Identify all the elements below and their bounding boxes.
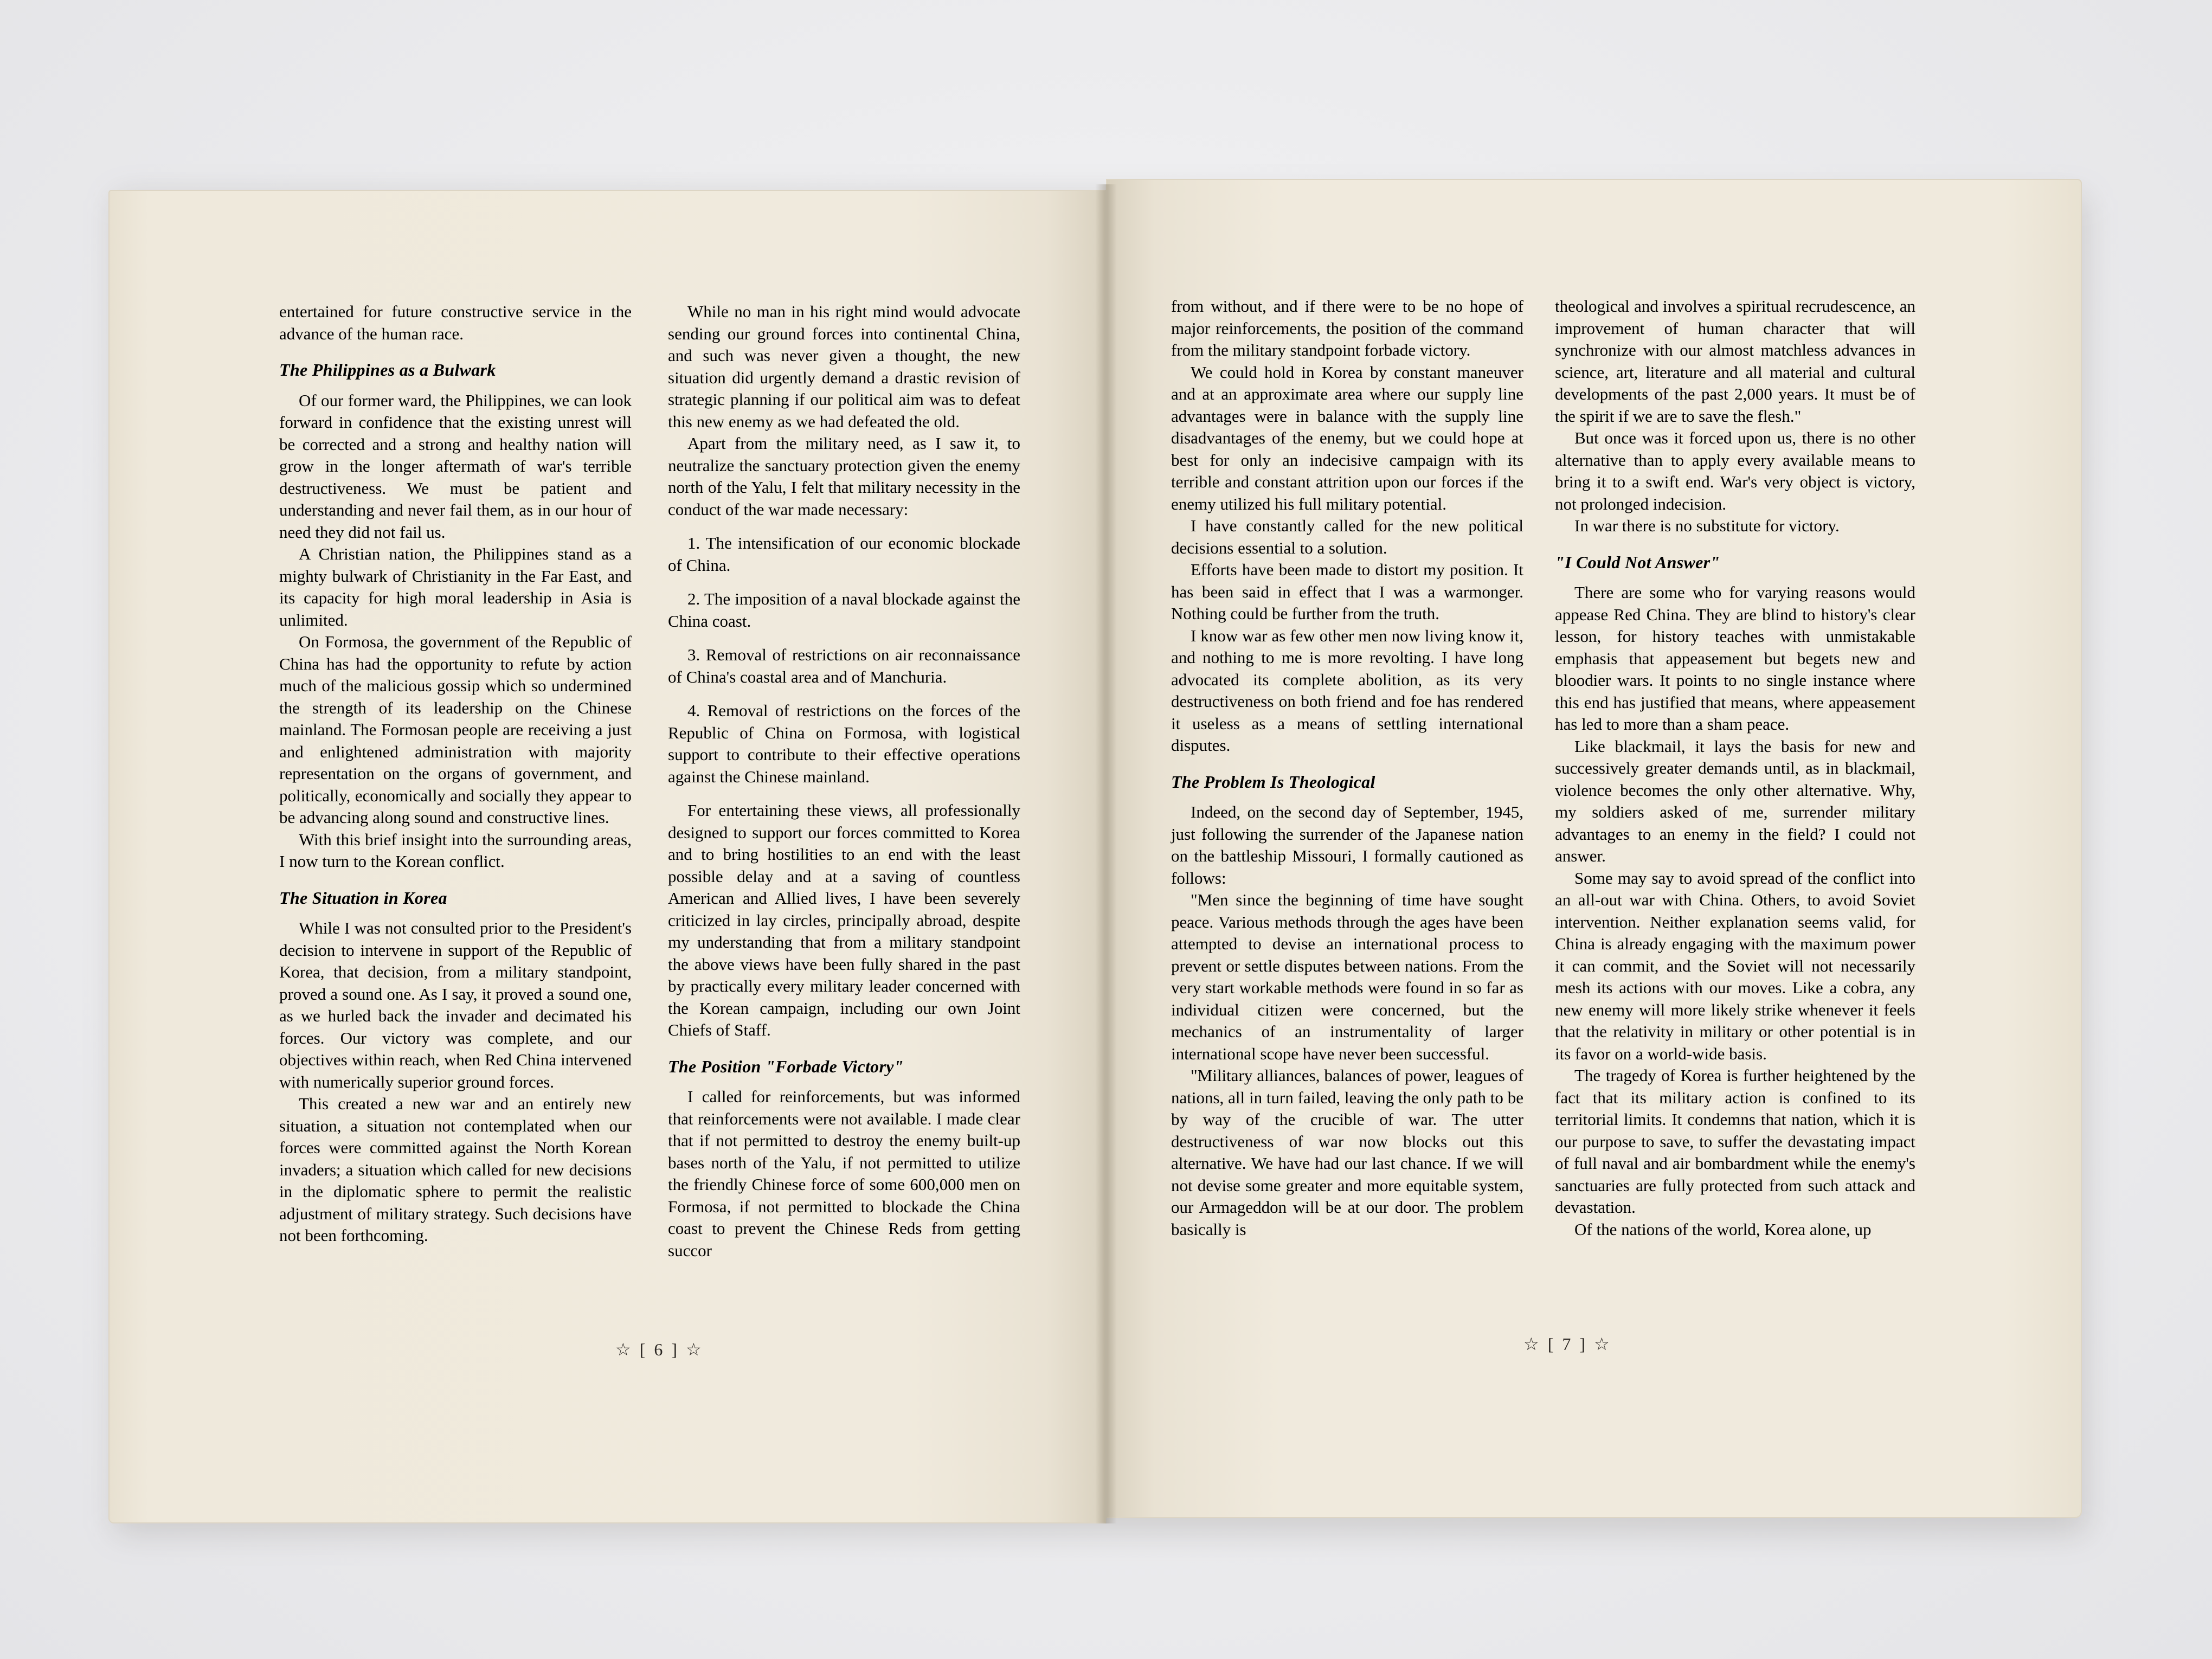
list-item: 3. Removal of restrictions on air reconnaissance of China's coastal area and of Manchuria. — [668, 645, 1020, 686]
left-page-column-2 — [668, 301, 1020, 1262]
paragraph: But once was it forced upon us, there is no other alternative than to apply every available means to bring it to a swift end. War's very object is victory, not prolonged indecision. — [1555, 428, 1915, 513]
left-page-column-1 — [279, 301, 632, 1247]
section-heading: "I Could Not Answer" — [1555, 552, 1720, 572]
paragraph: A Christian nation, the Philippines stand as a mighty bulwark of Christianity in the Far East, and its capacity for high moral leadership in Asia is unlimited. — [279, 544, 632, 629]
paragraph: We could hold in Korea by constant maneuver and at an approximate area where our supply line advantages were in balance with the supply line disadvantages of the enemy, but we could hope at best for only an indecisive campaign with its terrible and constant attrition upon our forces if the enemy utilized his full military potential. — [1171, 362, 1523, 513]
section-heading: The Philippines as a Bulwark — [279, 360, 496, 380]
paragraph: In war there is no substitute for victory. — [1574, 516, 1840, 535]
paragraph: This created a new war and an entirely new situation, a situation not contemplated when our forces were committed against the North Korean invaders; a situation which called for new decisions in the diplomatic sphere to permit the realistic adjustment of military strategy. Such decisions have not been forthcoming. — [279, 1094, 632, 1245]
paragraph: I called for reinforcements, but was informed that reinforcements were not available. I made clear that if not permitted to destroy the enemy built-up bases north of the Yalu, if not permitted to utilize the friendly Chinese force of some 600,000 men on Formosa, if not permitted to blockade the China coast to prevent the Chinese Reds from getting succor — [668, 1087, 1020, 1260]
right-page-column-2 — [1555, 295, 1915, 1240]
paragraph: Efforts have been made to distort my position. It has been said in effect that I was a warmonger. Nothing could be further from the truth. — [1171, 560, 1523, 623]
section-heading: The Position "Forbade Victory" — [668, 1056, 904, 1076]
paragraph: "Military alliances, balances of power, leagues of nations, all in turn failed, leaving the only path to be by way of the crucible of war. The utter destructiveness of war now blocks out this alternative. We have had our last chance. If we will not devise some greater and more equitable system, our Armageddon will be at our door. The problem basically is — [1171, 1066, 1523, 1239]
paragraph: Some may say to avoid spread of the conflict into an all-out war with China. Others, to avoid Soviet intervention. Neither explanation seems valid, for China is already engaging with the maximum power it can commit, and the Soviet will not necessarily mesh its actions with our moves. Like a cobra, any new enemy will more likely strike whenever it feels that the relativity in military or other potential is in its favor on a world-wide basis. — [1555, 868, 1915, 1063]
paragraph: Apart from the military need, as I saw it, to neutralize the sanctuary protection given the enemy north of the Yalu, I felt that military necessity in the conduct of the war made necessary: — [668, 434, 1020, 519]
paragraph: Indeed, on the second day of September, 1945, just following the surrender of the Japanese nation on the battleship Missouri, I formally cautioned as follows: — [1171, 802, 1523, 888]
page-number-6: ☆ [ 6 ] ☆ — [615, 1340, 704, 1359]
paragraph: entertained for future constructive service in the advance of the human race. — [279, 302, 632, 343]
list-item: 1. The intensification of our economic blockade of China. — [668, 533, 1020, 575]
list-item: 4. Removal of restrictions on the forces of the Republic of China on Formosa, with logistical support to contribute to their effective operations against the Chinese mainland. — [668, 701, 1020, 786]
page-number-7: ☆ [ 7 ] ☆ — [1523, 1334, 1612, 1354]
paragraph: I know war as few other men now living know it, and nothing to me is more revolting. I have long advocated its complete abolition, as its very destructiveness on both friend and foe has rendered it useless as a means of settling international disputes. — [1171, 626, 1523, 755]
paragraph: "Men since the beginning of time have sought peace. Various methods through the ages have been attempted to devise an international process to prevent or settle disputes between nations. From the very start workable methods were found in so far as individual citizen were concerned, but the mechanics of an instrumentality of larger international scope have never been successful. — [1171, 890, 1523, 1063]
section-heading: The Problem Is Theological — [1171, 771, 1375, 792]
paragraph: There are some who for varying reasons would appease Red China. They are blind to history's clear lesson, for history teaches with unmistakable emphasis that appeasement but begets new and bloodier wars. It points to no single instance where this end has justified that means, where appeasement has led to more than a sham peace. — [1555, 583, 1915, 734]
booklet-spine — [1095, 184, 1117, 1523]
paragraph: from without, and if there were to be no hope of major reinforcements, the position of the command from the military standpoint forbade victory. — [1171, 297, 1523, 359]
list-item: 2. The imposition of a naval blockade against the China coast. — [668, 589, 1020, 631]
paragraph: Like blackmail, it lays the basis for new and successively greater demands until, as in blackmail, violence becomes the only other alternative. Why, my soldiers asked of me, surrender military advantages to an enemy in the field? I could not answer. — [1555, 736, 1915, 865]
paragraph: Of the nations of the world, Korea alone, up — [1574, 1219, 1872, 1239]
paragraph: For entertaining these views, all professionally designed to support our forces committed to Korea and to bring hostilities to an end with the least possible delay and at a saving of countless American and Allied lives, I have been severely criticized in lay circles, principally abroad, despite my understanding that from a military standpoint the above views have been fully shared in the past by practically every military leader concerned with the Korean campaign, including our own Joint Chiefs of Staff. — [668, 801, 1020, 1039]
right-page-column-1 — [1171, 295, 1523, 1240]
paragraph: While no man in his right mind would advocate sending our ground forces into continental China, and such was never given a thought, the new situation did urgently demand a drastic revision of strategic planning if our political aim was to defeat this new enemy as we had defeated the old. — [668, 302, 1020, 431]
paragraph: I have constantly called for the new political decisions essential to a solution. — [1171, 516, 1523, 557]
paragraph: While I was not consulted prior to the President's decision to intervene in support of the Republic of Korea, that decision, from a military standpoint, proved a sound one. As I say, it proved a sound one, as we hurled back the invader and decimated his forces. Our victory was complete, and our objectives within reach, when Red China intervened with numerically superior ground forces. — [279, 918, 632, 1091]
paragraph: Of our former ward, the Philippines, we can look forward in confidence that the existing unrest will be corrected and a strong and healthy nation will grow in the longer aftermath of war's terrible destructiveness. We must be patient and understanding and never fail them, as in our hour of need they did not fail us. — [279, 390, 632, 542]
paragraph: With this brief insight into the surrounding areas, I now turn to the Korean conflict. — [279, 829, 632, 871]
paragraph: On Formosa, the government of the Republic of China has had the opportunity to refute by action much of the malicious gossip which so undermined the strength of its leadership on the Chinese mainland. The Formosan people are receiving a just and enlightened administration with majority representation on the organs of government, and politically, economically and socially they appear to be advancing along sound and constructive lines. — [279, 632, 632, 827]
paragraph: theological and involves a spiritual recrudescence, an improvement of human character that will synchronize with our almost matchless advances in science, art, literature and all material and cultural developments of the past 2,000 years. It must be of the spirit if we are to save the flesh." — [1555, 297, 1915, 426]
section-heading: The Situation in Korea — [279, 888, 447, 908]
paragraph: The tragedy of Korea is further heightened by the fact that its military action is confined to its territorial limits. It condemns that nation, which it is our purpose to save, to suffer the devastating impact of full naval and air bombardment while the enemy's sanctuaries are fully protected from such attack and devastation. — [1555, 1066, 1915, 1217]
